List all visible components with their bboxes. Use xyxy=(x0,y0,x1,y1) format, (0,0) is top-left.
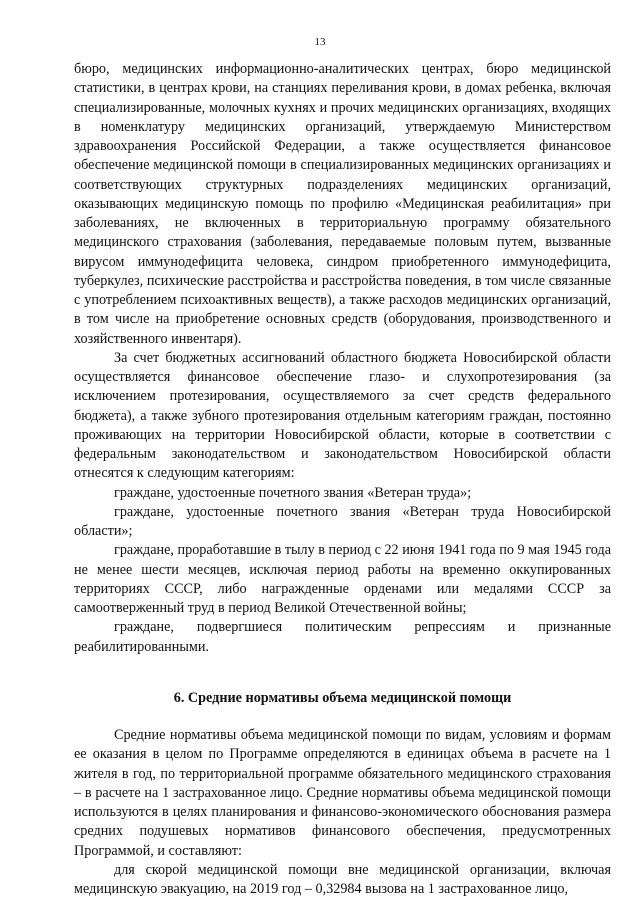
list-item: граждане, подвергшиеся политическим репрессиям и признанные реабилитированными. xyxy=(74,619,611,655)
paragraph: для скорой медицинской помощи вне медицинской организации, включая медицинскую эвакуацию, на 2019 год – 0,32984 вызова на 1 застрахованное лицо, xyxy=(74,861,611,897)
paragraph: За счет бюджетных ассигнований областного бюджета Новосибирской области осуществляется финансовое обеспечение глазо- и слухопротезирования (за исключением протезирования, осуществляемого за счет средств федерального бюджета), а также зубного протезирования отдельным категориям граждан, постоянно проживающих на территории Новосибирской области, которые в соответствии с федеральным законодательством и законодательством Новосибирской области отнесятся к следующим категориям: xyxy=(74,349,611,482)
page-number: 13 xyxy=(314,36,326,48)
list-item: граждане, удостоенные почетного звания «Ветеран труда Новосибирской области»; xyxy=(74,503,611,539)
document-body xyxy=(74,60,611,899)
list-item: граждане, удостоенные почетного звания «Ветеран труда»; xyxy=(114,484,472,501)
section-heading: 6. Средние нормативы объема медицинской помощи xyxy=(173,689,512,706)
list-item: граждане, проработавшие в тылу в период с 22 июня 1941 года по 9 мая 1945 года не менее шести месяцев, исключая период работы на временно оккупированных территориях СССР, либо награжденные орденами или медалями СССР за самоотверженный труд в период Великой Отечественной войны; xyxy=(74,542,611,616)
paragraph: Средние нормативы объема медицинской помощи по видам, условиям и формам ее оказания в целом по Программе определяются в единицах объема в расчете на 1 жителя в год, по территориальной программе обязательного медицинского страхования – в расчете на 1 застрахованное лицо. Средние нормативы объема медицинской помощи используются в целях планирования и финансово-экономического обоснования размера средних подушевых нормативов финансового обеспечения, предусмотренных Программой, и составляют: xyxy=(74,727,611,859)
paragraph: бюро, медицинских информационно-аналитических центрах, бюро медицинской статистики, в центрах крови, на станциях переливания крови, в домах ребенка, включая специализированные, молочных кухнях и прочих медицинских организациях, входящих в номенклатуру медицинских организаций, утверждаемую Министерством здравоохранения Российской Федерации, а также осуществляется финансовое обеспечение медицинской помощи в специализированных медицинских организациях и соответствующих структурных подразделениях медицинских организаций, оказывающих медицинскую помощь по профилю «Медицинская реабилитация» при заболеваниях, не включенных в территориальную программу обязательного медицинского страхования (заболевания, передаваемые половым путем, вызванные вирусом иммунодефицита человека, синдром приобретенного иммунодефицита, туберкулез, психические расстройства и расстройства поведения, в том числе связанные с употреблением психоактивных веществ), а также расходов медицинских организаций, в том числе на приобретение основных средств (оборудования, производственного и хозяйственного инвентаря). xyxy=(74,61,611,347)
